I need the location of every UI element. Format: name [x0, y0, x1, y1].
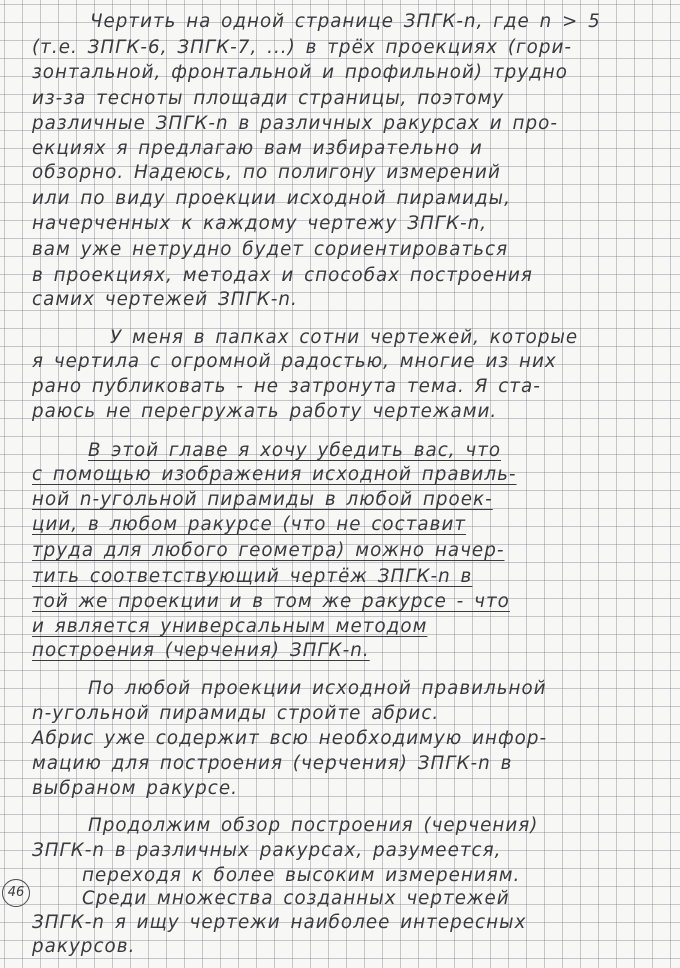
text-line: с помощью изображения исходной правиль- [32, 464, 517, 485]
text-line: и является универсальным методом [32, 616, 428, 637]
text-line: раюсь не перегружать работу чертежами. [32, 401, 498, 422]
text-line: По любой проекции исходной правильной [88, 678, 547, 699]
text-line: ЗПГК-n в различных ракурсах, разумеется, [32, 840, 502, 861]
text-line: обзорно. Надеюсь, по полигону измерений [32, 162, 501, 183]
text-line: Продолжим обзор построения (черчения) [88, 815, 539, 836]
text-line: екциях я предлагаю вам избирательно и [32, 138, 483, 159]
text-line: тить соответствующий чертёж ЗПГК-n в [32, 566, 473, 587]
page-number: 46 [2, 879, 30, 907]
text-line: выбраном ракурсе. [32, 778, 238, 799]
text-line: построения (черчения) ЗПГК-n. [32, 640, 370, 661]
text-line: ции, в любом ракурсе (что не составит [32, 514, 467, 535]
text-line: мацию для построения (черчения) ЗПГК-n в [32, 753, 513, 774]
text-line: Среди множества созданных чертежей [82, 888, 510, 909]
text-line: ной n-угольной пирамиды в любой проек- [32, 489, 493, 510]
text-line: самих чертежей ЗПГК-n. [32, 289, 298, 310]
text-line: зонтальной, фронтальной и профильной) трудно [32, 62, 568, 83]
text-line: я чертила с огромной радостью, многие из них [32, 351, 557, 372]
text-line: труда для любого геометра) можно начер- [32, 540, 505, 561]
text-line: начерченных к каждому чертежу ЗПГК-n, [32, 213, 488, 234]
text-line: или по виду проекции исходной пирамиды, [32, 188, 511, 209]
text-line: n-угольной пирамиды стройте абрис. [32, 703, 440, 724]
text-line: Чертить на одной странице ЗПГК-n, где n > 5 [90, 11, 601, 32]
text-line: В этой главе я хочу убедить вас, что [88, 440, 502, 461]
text-line: ЗПГК-n я ищу чертежи наиболее интересных [32, 912, 527, 933]
text-line: (т.е. ЗПГК-6, ЗПГК-7, ...) в трёх проекциях (гори- [32, 37, 573, 58]
text-line: переходя к более высоким измерениям. [82, 865, 521, 886]
text-line: вам уже нетрудно будет сориентироваться [32, 239, 509, 260]
text-line: различные ЗПГК-n в различных ракурсах и про- [32, 113, 559, 134]
text-line: Абрис уже содержит всю необходимую инфор- [32, 728, 548, 749]
text-line: той же проекции и в том же ракурсе - что [32, 591, 510, 612]
text-line: в проекциях, методах и способах построения [32, 265, 533, 286]
text-line: ракурсов. [32, 936, 136, 957]
text-line: из-за тесноты площади страницы, поэтому [32, 88, 505, 109]
text-line: рано публиковать - не затронута тема. Я ста- [32, 376, 541, 397]
text-line: У меня в папках сотни чертежей, которые [110, 327, 579, 348]
